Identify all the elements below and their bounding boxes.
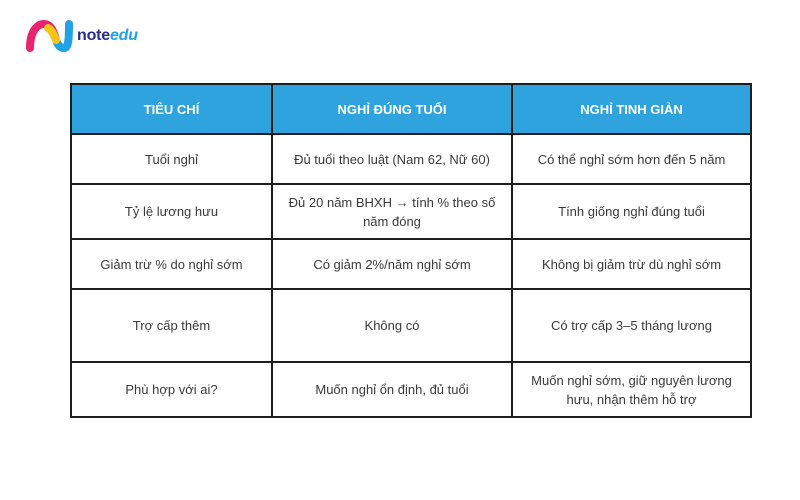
table-row — [71, 362, 751, 417]
header-downsizing-retirement: NGHỈ TINH GIẢN — [512, 84, 751, 134]
logo-text-edu: edu — [109, 27, 138, 44]
header-on-time-retirement: NGHỈ ĐÚNG TUỔI — [272, 84, 512, 134]
table-row — [71, 184, 751, 239]
cell-on-time: Đủ tuổi theo luật (Nam 62, Nữ 60) — [272, 134, 512, 184]
header-criteria: TIÊU CHÍ — [71, 84, 272, 134]
cell-downsizing: Có thể nghỉ sớm hơn đến 5 năm — [512, 134, 751, 184]
cell-on-time: Không có — [272, 289, 512, 362]
comparison-table — [70, 83, 752, 418]
table-header-row — [71, 84, 751, 134]
noteedu-logo[interactable] — [24, 18, 138, 54]
cell-criteria: Tuổi nghỉ — [71, 134, 272, 184]
logo-n-icon — [24, 18, 74, 54]
cell-criteria: Phù hợp với ai? — [71, 362, 272, 417]
cell-on-time: Có giảm 2%/năm nghỉ sớm — [272, 239, 512, 289]
cell-on-time: Muốn nghỉ ổn định, đủ tuổi — [272, 362, 512, 417]
cell-downsizing: Muốn nghỉ sớm, giữ nguyên lương hưu, nhận thêm hỗ trợ — [512, 362, 751, 417]
cell-downsizing: Có trợ cấp 3–5 tháng lương — [512, 289, 751, 362]
cell-downsizing: Không bị giảm trừ dù nghỉ sớm — [512, 239, 751, 289]
cell-criteria: Giảm trừ % do nghỉ sớm — [71, 239, 272, 289]
logo-wordmark — [77, 27, 138, 45]
cell-criteria: Trợ cấp thêm — [71, 289, 272, 362]
cell-on-time: Đủ 20 năm BHXH → tính % theo số năm đóng — [272, 184, 512, 239]
cell-criteria: Tỷ lệ lương hưu — [71, 184, 272, 239]
logo-text-note: note — [77, 27, 110, 44]
table-row — [71, 134, 751, 184]
cell-downsizing: Tính giống nghỉ đúng tuổi — [512, 184, 751, 239]
table-row — [71, 289, 751, 362]
table-row — [71, 239, 751, 289]
